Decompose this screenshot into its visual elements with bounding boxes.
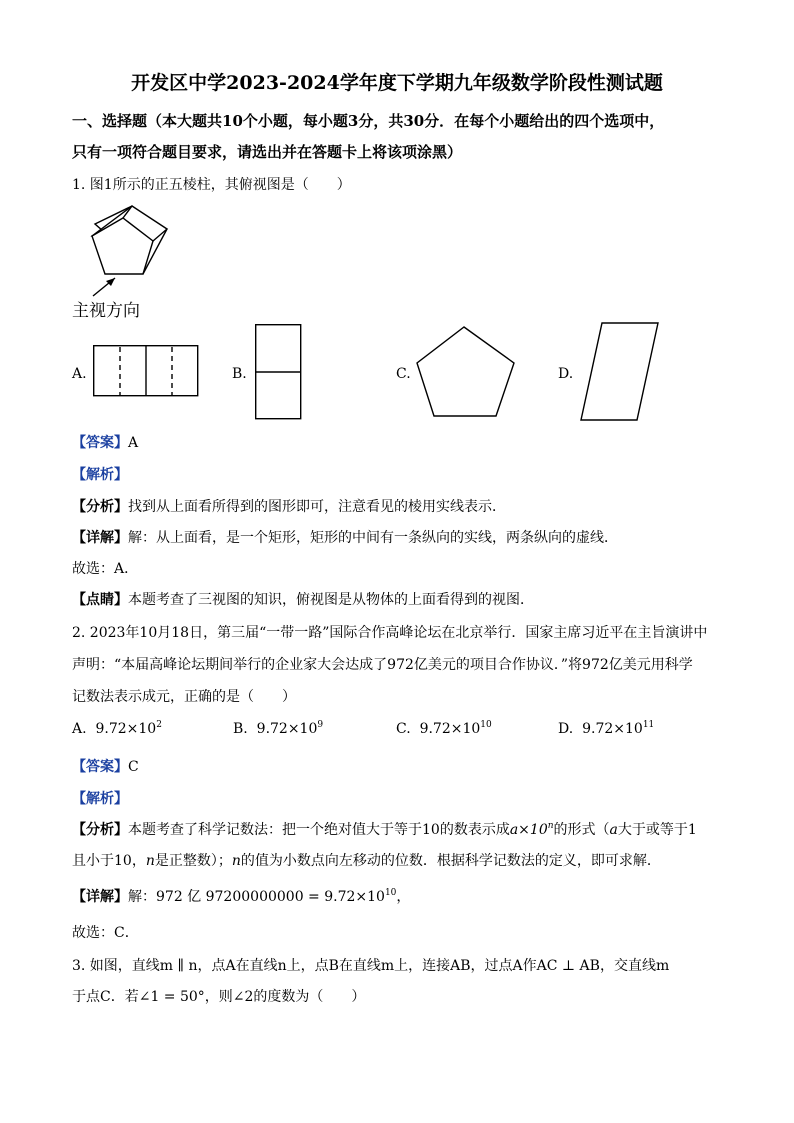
page-title: 开发区中学2023-2024学年度下学期九年级数学阶段性测试题 bbox=[131, 72, 663, 94]
q2-stem-line2: 声明：“本届高峰论坛期间举行的企业家大会达成了972亿美元的项目合作协议．”将972亿美元用科学 bbox=[72, 657, 693, 673]
q1-stem: 1. 图1所示的正五棱柱，其俯视图是（ ） bbox=[72, 177, 351, 193]
q1-option-d-label: D. bbox=[558, 366, 574, 382]
option-b-rectangle-figure bbox=[255, 324, 302, 420]
q2-answer: 【答案】C bbox=[72, 759, 139, 775]
option-a-rectangle-figure bbox=[93, 345, 199, 397]
q2-option-a: A. $9.72\times 10^2$ bbox=[72, 720, 162, 737]
q2-fenxi-line2: 且小于10，n是正整数）；n的值为小数点向左移动的位数．根据科学记数法的定义，即可求解． bbox=[72, 853, 661, 869]
q2-option-c: C. $9.72\times 10^{10}$ bbox=[396, 720, 492, 737]
q3-stem-line2: 于点C．若∠1 = 50°，则∠2的度数为（ ） bbox=[72, 989, 366, 1005]
q1-answer: 【答案】A bbox=[72, 435, 139, 451]
q1-option-b-label: B. bbox=[232, 366, 247, 382]
q1-option-a-label: A. bbox=[72, 366, 87, 382]
option-c-pentagon-figure bbox=[416, 326, 516, 418]
q2-analysis-heading: 【解析】 bbox=[72, 791, 128, 807]
q2-stem-line3: 记数法表示成元，正确的是（ ） bbox=[72, 689, 296, 705]
q3-stem-line1: 3. 如图，直线m ∥ n，点A在直线n上，点B在直线m上，连接AB，过点A作AC ⊥ AB，交直线m bbox=[72, 958, 670, 974]
section-heading-line2: 只有一项符合题目要求，请选出并在答题卡上将该项涂黑） bbox=[72, 143, 463, 161]
q1-analysis-heading: 【解析】 bbox=[72, 467, 128, 483]
q1-dianjing: 【点睛】本题考查了三视图的知识，俯视图是从物体的上面看得到的视图． bbox=[72, 592, 534, 608]
q2-stem-line1: 2. 2023年10月18日，第三届“一带一路”国际合作高峰论坛在北京举行．国家主席习近平在主旨演讲中 bbox=[72, 625, 708, 641]
q2-choose: 故选：C． bbox=[72, 925, 139, 941]
option-d-parallelogram-figure bbox=[580, 322, 660, 422]
section-heading-line1: 一、选择题（本大题共10个小题，每小题3分，共30分．在每个小题给出的四个选项中， bbox=[72, 112, 665, 130]
q2-option-d: D. $9.72\times 10^{11}$ bbox=[558, 720, 655, 737]
view-direction-label: 主视方向 bbox=[72, 301, 140, 321]
q1-xiangjie: 【详解】解：从上面看，是一个矩形，矩形的中间有一条纵向的实线，两条纵向的虚线． bbox=[72, 530, 618, 546]
q1-option-c-label: C. bbox=[396, 366, 411, 382]
q1-fenxi: 【分析】找到从上面看所得到的图形即可，注意看见的棱用实线表示． bbox=[72, 499, 506, 515]
q2-xiangjie: 【详解】解：972 亿 $97200000000 = 9.72\times 10^{10}$， bbox=[72, 888, 411, 905]
q2-fenxi-line1: 【分析】本题考查了科学记数法：把一个绝对值大于等于10的数表示成$a\times 10^n$的形式（a大于或等于1 bbox=[72, 821, 697, 838]
q1-choose: 故选：A． bbox=[72, 561, 139, 577]
q2-option-b: B. $9.72\times 10^9$ bbox=[233, 720, 324, 737]
